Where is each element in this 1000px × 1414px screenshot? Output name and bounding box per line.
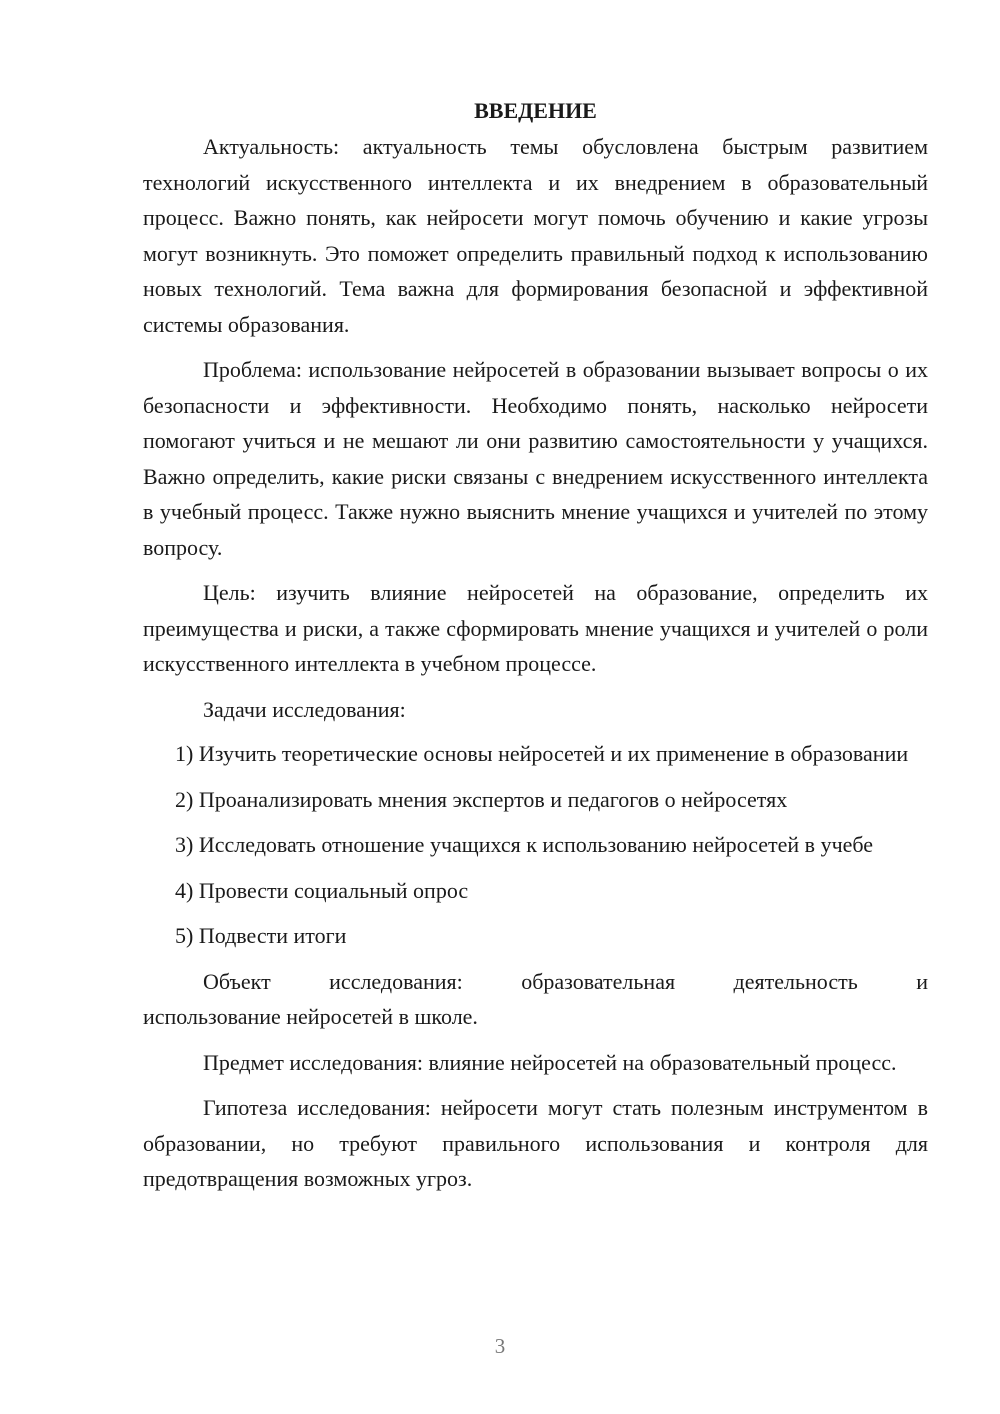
- task-item-3: 3) Исследовать отношение учащихся к использованию нейросетей в учебе: [175, 832, 874, 857]
- object-line-1: Объект исследования: образовательная деятельность и: [203, 968, 928, 994]
- task-item-5: 5) Подвести итоги: [175, 923, 347, 948]
- object-line-2: использование нейросетей в школе.: [143, 1004, 478, 1029]
- subject-paragraph: Предмет исследования: влияние нейросетей на образовательный процесс.: [203, 1049, 897, 1075]
- section-title: ВВЕДЕНИЕ: [474, 98, 597, 123]
- task-item-4: 4) Провести социальный опрос: [175, 877, 469, 903]
- page-number: 3: [494, 1334, 506, 1358]
- tasks-heading: Задачи исследования:: [203, 696, 406, 722]
- hypothesis-paragraph: Гипотеза исследования: нейросети могут стать полезным инструментом в образовании, но требуют правильного использования и контроля для предотвращения возможных угроз.: [143, 1095, 928, 1191]
- goal-paragraph: Цель: изучить влияние нейросетей на образование, определить их преимущества и риски, а также сформировать мнение учащихся и учителей о роли искусственного интеллекта в учебном процессе.: [143, 580, 928, 676]
- task-item-2: 2) Проанализировать мнения экспертов и педагогов о нейросетях: [175, 786, 788, 812]
- relevance-paragraph: Актуальность: актуальность темы обусловлена быстрым развитием технологий искусственного интеллекта и их внедрением в образовательный процесс. Важно понять, как нейросети могут помочь обучению и какие угрозы могут возникнуть. Это поможет определить правильный подход к использованию новых технологий. Тема важна для формирования безопасной и эффективной системы образования.: [143, 134, 928, 337]
- problem-paragraph: Проблема: использование нейросетей в образовании вызывает вопросы о их безопасности и эффективности. Необходимо понять, насколько нейросети помогают учиться и не мешают ли они развитию самостоятельности у учащихся. Важно определить, какие риски связаны с внедрением искусственного интеллекта в учебный процесс. Также нужно выяснить мнение учащихся и учителей по этому вопросу.: [143, 357, 928, 560]
- object-paragraph: [143, 964, 928, 1035]
- document-page: [143, 95, 928, 1207]
- task-item-1: 1) Изучить теоретические основы нейросетей и их применение в образовании: [175, 741, 909, 766]
